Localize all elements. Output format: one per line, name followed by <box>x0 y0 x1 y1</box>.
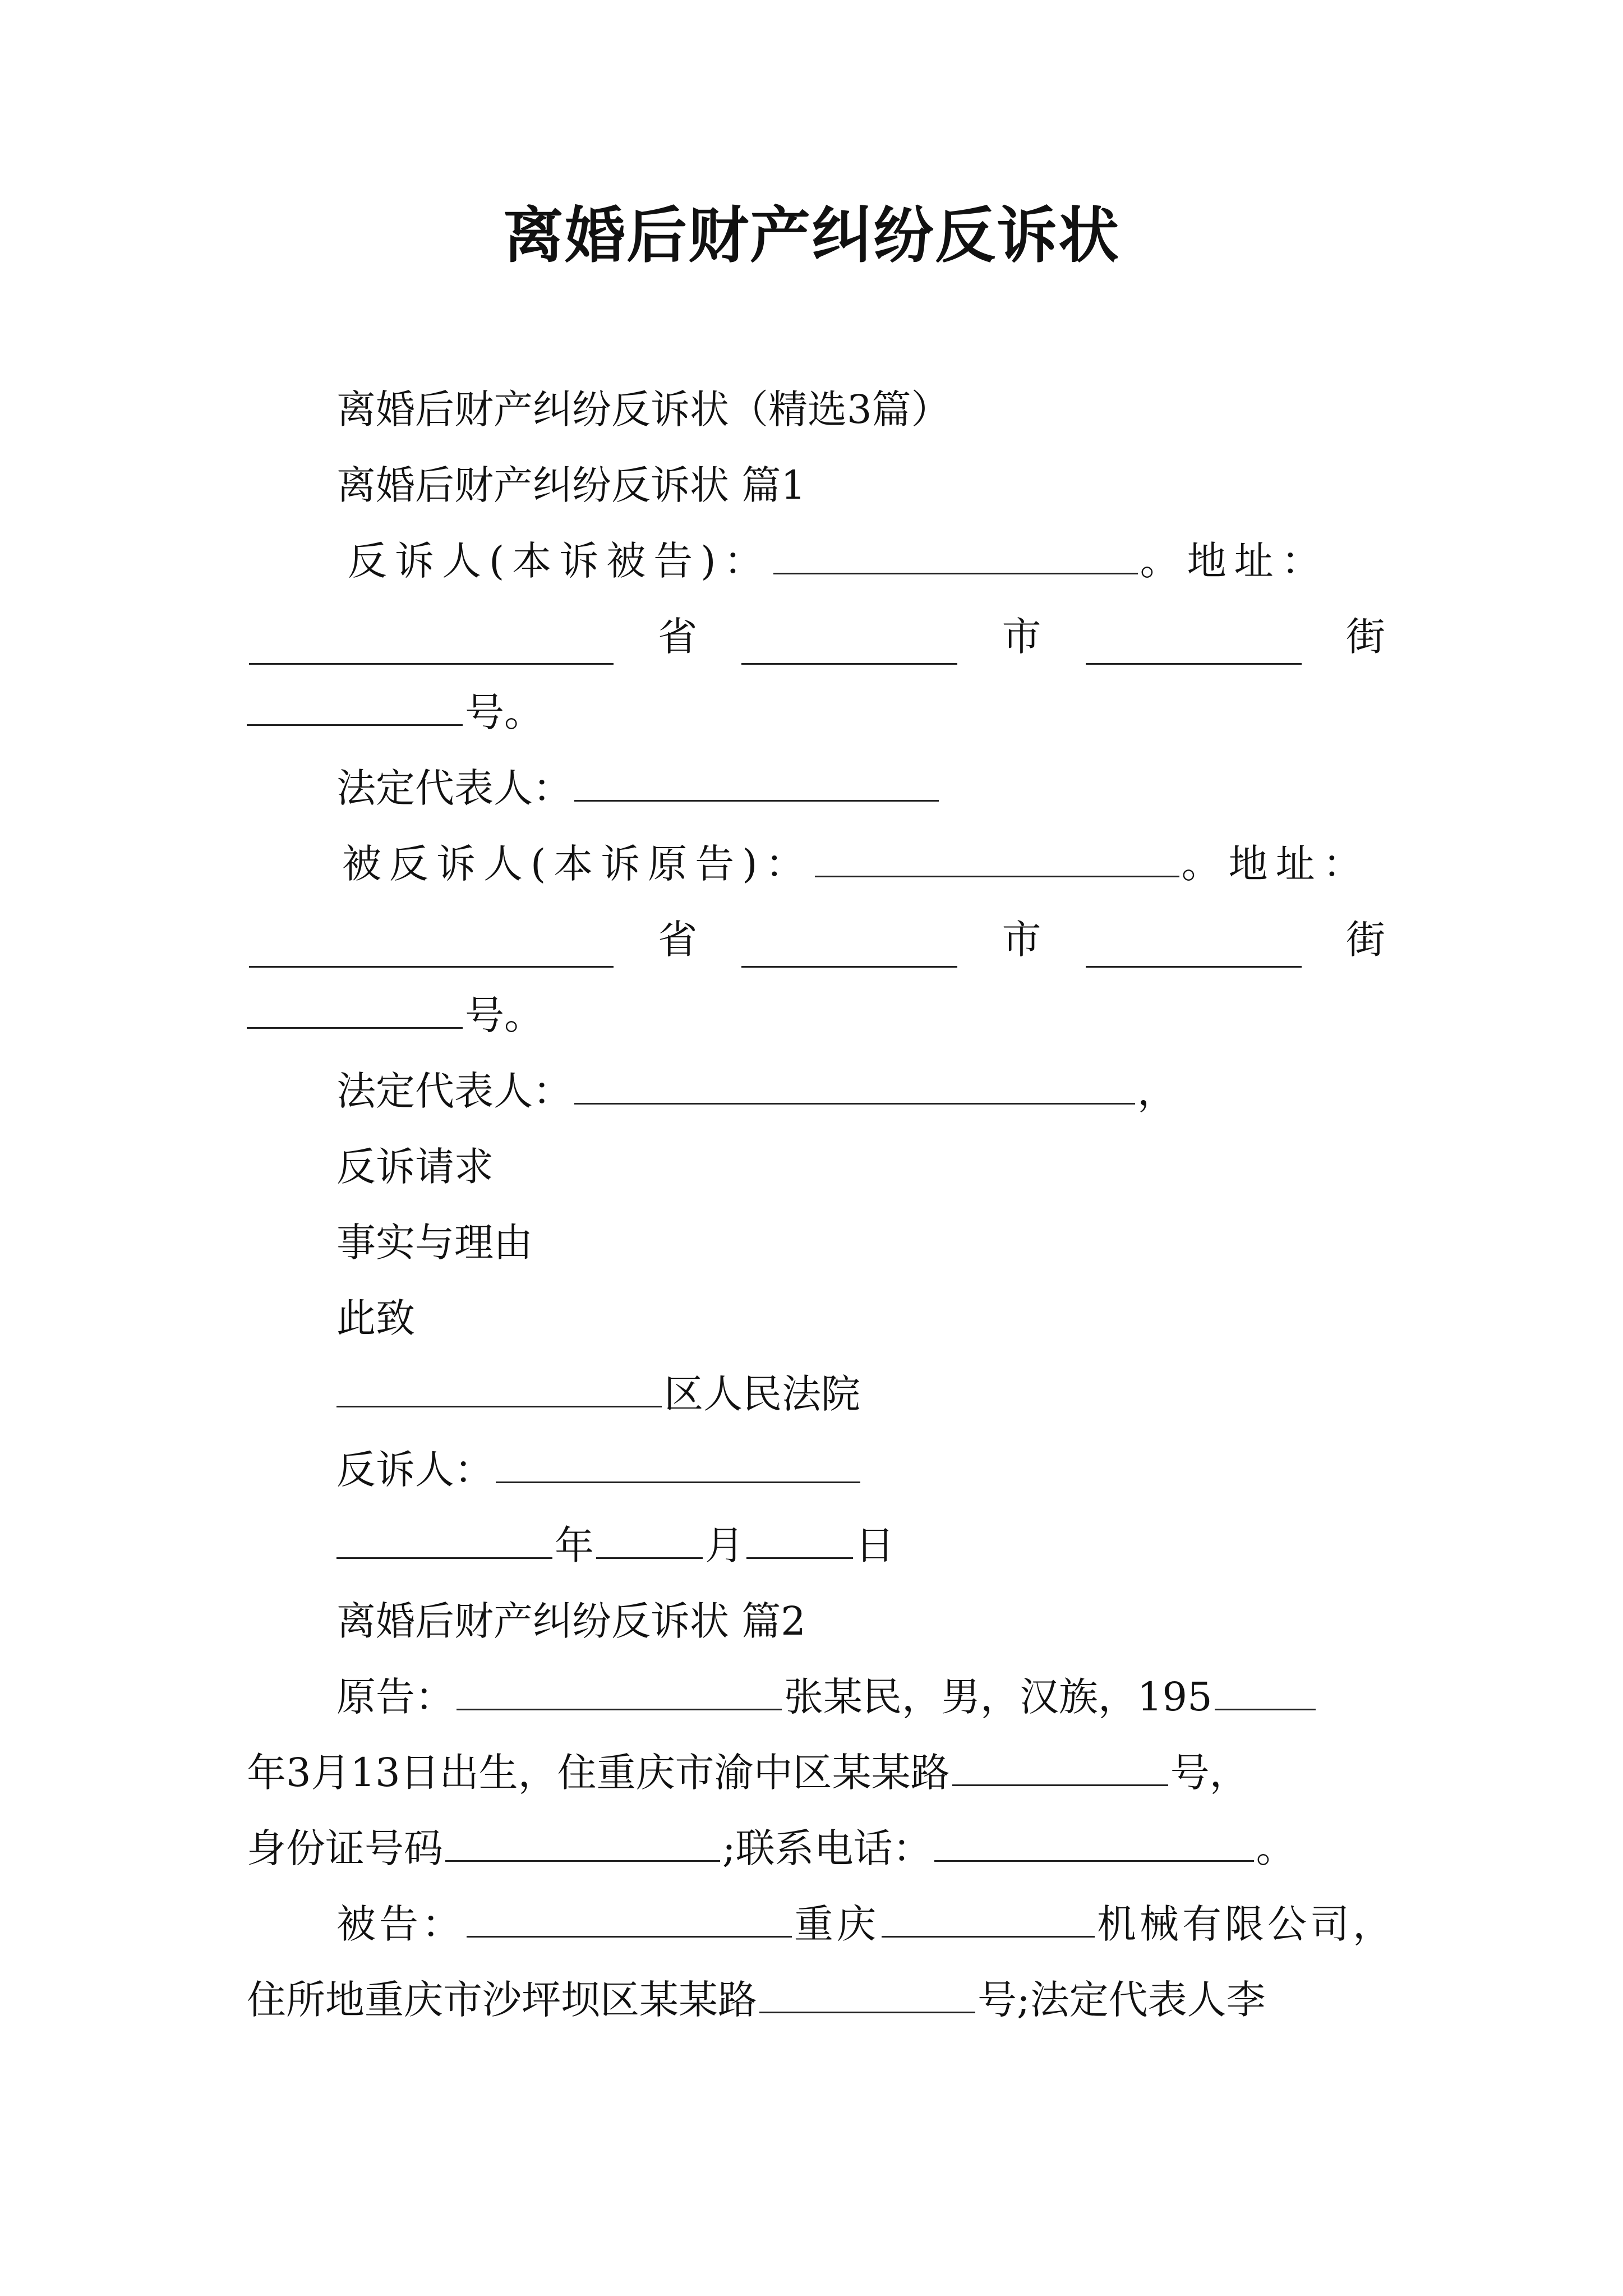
street-blank <box>1086 629 1302 665</box>
province-blank <box>249 629 614 665</box>
birth-text: 年3月13日出生，住重庆市渝中区某某路 <box>247 1750 950 1796</box>
city-blank-2 <box>741 932 957 968</box>
period-mark: 。 <box>1256 1825 1295 1871</box>
city-label-2: 市 <box>1002 917 1041 963</box>
facts-line <box>336 1214 1385 1271</box>
rep-tail-text: 号;法定代表人李 <box>978 1977 1266 2023</box>
signer-blank <box>496 1448 860 1483</box>
salutation-text: 此致 <box>336 1295 415 1341</box>
intro-text: 离婚后财产纠纷反诉状（精选3篇） <box>336 386 951 432</box>
address-number-line-1 <box>247 684 1385 740</box>
residence-line <box>247 1972 1385 2028</box>
plaintiff-label: 原告： <box>336 1674 454 1720</box>
address-line-2 <box>247 912 1385 968</box>
legal-rep-label: 法定代表人： <box>336 765 572 811</box>
id-line <box>247 1820 1385 1876</box>
court-line <box>336 1366 1385 1422</box>
street-blank-2 <box>1086 932 1302 968</box>
plaintiff-desc: 张某民，男，汉族，195 <box>784 1674 1212 1720</box>
day-blank <box>746 1524 853 1559</box>
defendant-line-2 <box>336 1896 1395 1952</box>
company-suffix: 机械有限公司， <box>1097 1901 1395 1947</box>
claims-heading: 反诉请求 <box>336 1144 494 1190</box>
number-blank-2 <box>247 993 463 1029</box>
address-line-1 <box>247 609 1385 665</box>
defendant-label-2: 被告： <box>336 1901 464 1947</box>
section-heading-1 <box>336 457 1385 513</box>
defendant-blank <box>815 842 1179 877</box>
defendant-line <box>342 836 1391 892</box>
counter-plaintiff-blank <box>773 539 1138 574</box>
province-label-2: 省 <box>658 917 698 963</box>
section-heading-2-text: 离婚后财产纠纷反诉状 篇2 <box>336 1598 806 1644</box>
legal-rep-label-2: 法定代表人： <box>336 1068 572 1114</box>
address-label: 。地址： <box>1140 538 1329 584</box>
province-blank-2 <box>249 932 614 968</box>
residence-number-blank <box>759 1978 975 2013</box>
intro-line <box>336 381 1385 438</box>
court-blank <box>336 1372 662 1407</box>
month-label: 月 <box>705 1522 744 1568</box>
defendant-label: 被反诉人(本诉原告)： <box>342 841 813 887</box>
address-number-line-2 <box>247 987 1385 1043</box>
id-blank <box>445 1826 720 1862</box>
plaintiff-line <box>336 1669 1385 1725</box>
counter-plaintiff-label: 反诉人(本诉被告)： <box>348 538 771 584</box>
street-label-2: 街 <box>1345 917 1385 963</box>
plaintiff-blank <box>457 1675 782 1710</box>
number-blank <box>247 691 463 726</box>
address-label-2: 。地址： <box>1181 841 1370 887</box>
legal-rep-line-2 <box>336 1063 1385 1119</box>
facts-heading: 事实与理由 <box>336 1220 533 1266</box>
counter-plaintiff-line <box>348 533 1396 589</box>
document-title: 离婚后财产纠纷反诉状 <box>502 200 1120 271</box>
section-heading-1-text: 离婚后财产纠纷反诉状 篇1 <box>336 462 806 508</box>
signer-line <box>336 1442 1385 1498</box>
year-blank <box>336 1524 552 1559</box>
legal-rep-suffix: ， <box>1137 1068 1177 1114</box>
salutation-line <box>336 1290 1385 1346</box>
year-label: 年 <box>555 1522 594 1568</box>
defendant-blank-2 <box>467 1902 792 1938</box>
date-line <box>336 1517 1385 1573</box>
road-number-blank <box>952 1751 1168 1786</box>
day-label: 日 <box>855 1522 895 1568</box>
legal-rep-blank <box>574 766 939 802</box>
city-blank <box>741 629 957 665</box>
month-blank <box>596 1524 703 1559</box>
phone-label: ;联系电话： <box>722 1825 932 1871</box>
court-name: 区人民法院 <box>664 1371 860 1417</box>
number-label: 号。 <box>465 689 543 735</box>
city-label: 市 <box>1002 614 1041 660</box>
legal-rep-line-1 <box>336 760 1385 816</box>
legal-rep-blank-2 <box>574 1069 1135 1105</box>
road-number-label: 号， <box>1170 1750 1249 1796</box>
birth-line <box>247 1745 1385 1801</box>
id-label: 身份证号码 <box>247 1825 443 1871</box>
claims-line <box>336 1139 1385 1195</box>
company-prefix: 重庆 <box>794 1901 879 1947</box>
province-label: 省 <box>658 614 698 660</box>
phone-blank <box>934 1826 1254 1862</box>
section-heading-2 <box>336 1593 1385 1649</box>
company-blank <box>882 1902 1095 1938</box>
street-label: 街 <box>1345 614 1385 660</box>
number-label-2: 号。 <box>465 992 543 1038</box>
birth-year-blank <box>1215 1675 1316 1710</box>
signer-label: 反诉人： <box>336 1447 494 1493</box>
residence-text: 住所地重庆市沙坪坝区某某路 <box>247 1977 757 2023</box>
